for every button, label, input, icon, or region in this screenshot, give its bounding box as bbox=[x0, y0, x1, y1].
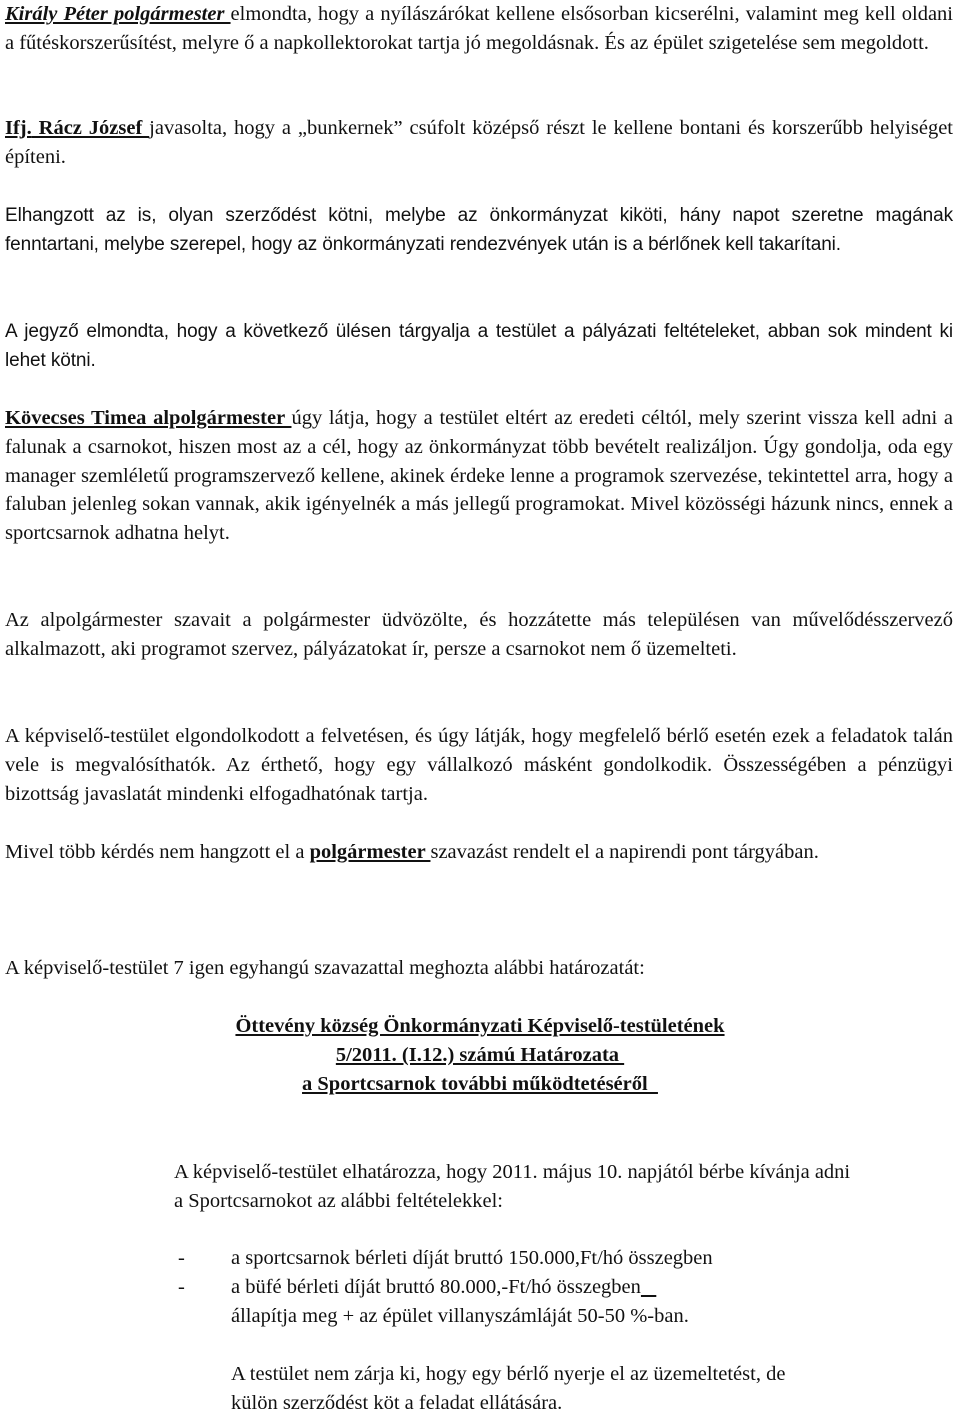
paragraph-notary: A jegyző elmondta, hogy a következő ülésen tárgyalja a testület a pályázati feltételeket, abban sok mindent ki lehet kötni. bbox=[5, 321, 953, 371]
paragraph-mayor-reply: Az alpolgármester szavait a polgármester üdvözölte, és hozzátette más településen van művelődésszervező alkalmazott, aki programot szervez, pályázatokat ír, persze a csarnokot nem ő üzemelteti. bbox=[5, 609, 953, 660]
resolution-intro: A képviselő-testület elhatározza, hogy 2011. május 10. napjától bérbe kívánja adni a Sportcsarnokot az alábbi feltételekkel: bbox=[174, 1161, 851, 1212]
blank-line bbox=[641, 1276, 656, 1298]
paragraph-text: úgy látja, hogy a testület eltért az eredeti céltól, mely szerint vissza kell adni a falunak a csarnokot, hiszen most az a cél, hogy az önkormányzat több bevételt realizáljon. Úgy gondolja, oda egy manager szemléletű programszervező kellene, akinek érdeke lenne a programok szervezése, tekintettel arra, hogy a faluban jelenleg sokan vannak, akik igényelnék a más jellegű programokat. Mivel közösségi házunk nincs, ennek a sportcsarnok adhatna helyt. bbox=[5, 407, 953, 545]
list-item-buffet-fee: a büfé bérleti díját bruttó 80.000,-Ft/hó összegben bbox=[231, 1273, 931, 1302]
resolution-title-1: Öttevény község Önkormányzati Képviselő-testületének bbox=[235, 1015, 725, 1037]
resolution-title-3: a Sportcsarnok további működtetéséről bbox=[302, 1073, 658, 1095]
speaker-mayor: Király Péter polgármester bbox=[5, 3, 231, 25]
speaker-racz: Rácz József bbox=[31, 117, 150, 139]
resolution-closing: A testület nem zárja ki, hogy egy bérlő nyerje el az üzemeltetést, de külön szerződést köt a feladat ellátására. bbox=[231, 1363, 786, 1414]
list-item-hall-fee: a sportcsarnok bérleti díját bruttó 150.000,Ft/hó összegben bbox=[231, 1247, 713, 1269]
paragraph-text: javasolta, hogy a „bunkernek” csúfolt középső részt le kellene bontani és korszerűbb helyiséget építeni. bbox=[5, 117, 953, 168]
list-dash: - bbox=[178, 1276, 185, 1298]
list-item-continuation: állapítja meg + az épület villanyszámláját 50-50 %-ban. bbox=[231, 1305, 689, 1327]
paragraph-deputy-mayor bbox=[5, 404, 953, 548]
resolution-title-2: 5/2011. (I.12.) számú Határozata bbox=[335, 1044, 625, 1066]
speaker-prefix: Ifj. bbox=[5, 117, 32, 139]
paragraph-text: elmondta, hogy a nyílászárókat kellene elsősorban kicserélni, valamint meg kell oldani a fűtéskorszerűsítést, melyre ő a napkollektorokat tartja jó megoldásnak. És az épület szigetelése sem megoldott. bbox=[5, 3, 953, 54]
speaker-mayor-2: polgármester bbox=[309, 841, 431, 863]
paragraph-racz bbox=[5, 114, 953, 172]
paragraph-mayor bbox=[5, 0, 953, 58]
speaker-deputy-mayor: Kövecses Timea alpolgármester bbox=[5, 407, 292, 429]
paragraph-board: A képviselő-testület elgondolkodott a felvetésen, és úgy látják, hogy megfelelő bérlő esetén ezek a feladatok talán vele is megvalósíthatók. Az érthető, hogy egy vállalkozó másként gondolkodik. Összességében a pénzügyi bizottság javaslatát mindenki elfogadhatónak tartja. bbox=[5, 725, 953, 805]
paragraph-contract: Elhangzott az is, olyan szerződést kötni, melybe az önkormányzat kiköti, hány napot szeretne magának fenntartani, melybe szerepel, hogy az önkormányzati rendezvények után is a bérlőnek kell takarítani. bbox=[5, 205, 953, 255]
paragraph-vote-result: A képviselő-testület 7 igen egyhangú szavazattal meghozta alábbi határozatát: bbox=[5, 957, 645, 979]
list-dash: - bbox=[178, 1247, 185, 1269]
paragraph-vote-call: Mivel több kérdés nem hangzott el a polgármester szavazást rendelt el a napirendi pont tárgyában. bbox=[5, 841, 819, 863]
